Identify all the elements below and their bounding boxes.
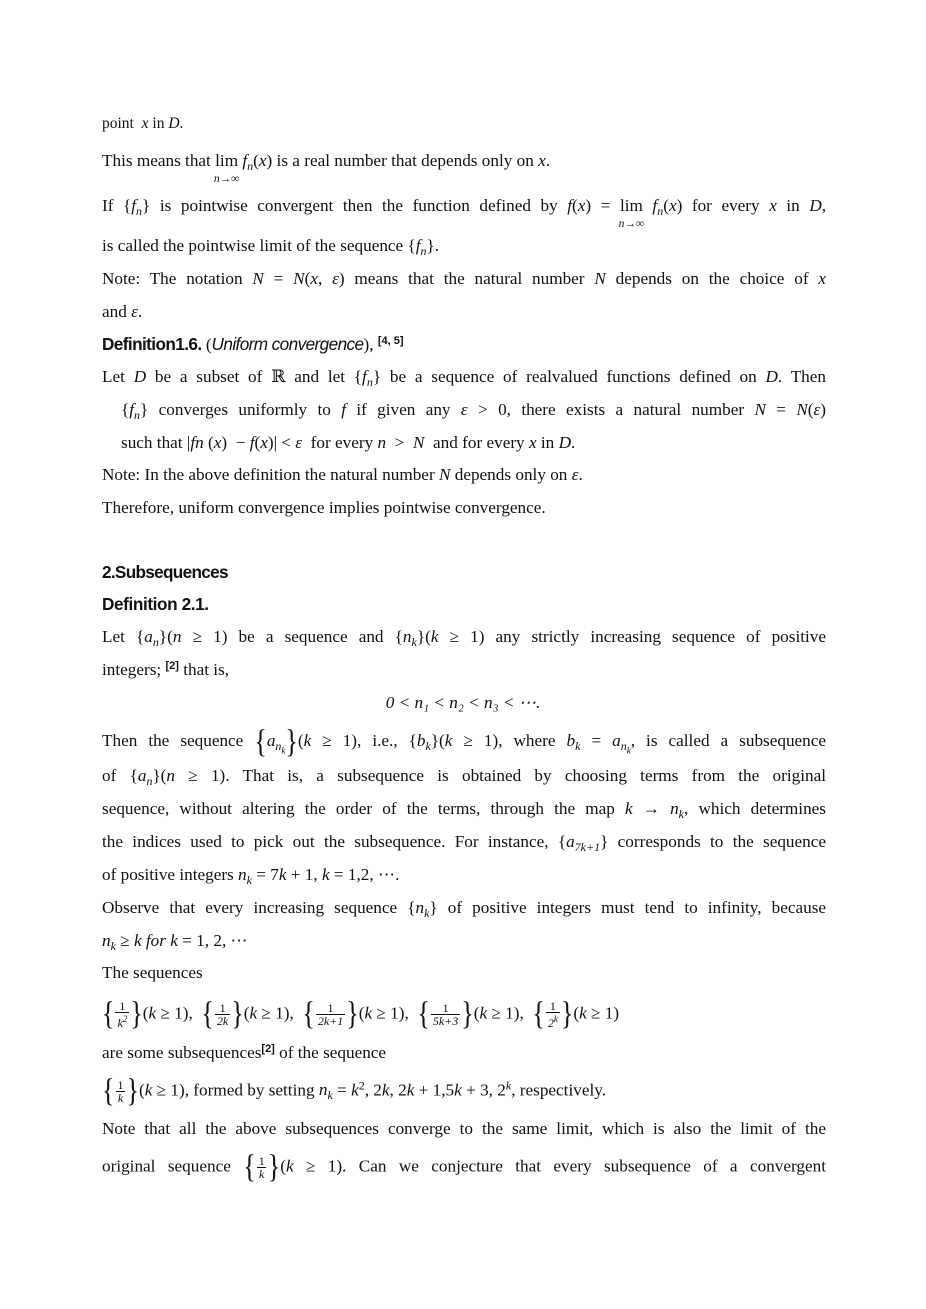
definition-2-1-heading: Definition 2.1.: [102, 594, 209, 614]
text-line-8: Let D be a subset of ℝ and let $\{f_n\}$ be a sequence of realvalued functions defined on D. Then: [102, 367, 827, 389]
text-line-14: integers; [2] that is,: [102, 660, 230, 679]
text-line-6: and ε.: [102, 302, 143, 321]
text-line-9: $\{f_n\}$ converges uniformly to f if given any ε > 0, there exists a natural number N = N(ε): [121, 400, 827, 422]
text-line-11: Note: In the above definition the natural number N depends only on ε.: [102, 465, 583, 484]
text-line-19: the indices used to pick out the subsequence. For instance, $\{a_{7k+1}\}$ corresponds to the sequence: [102, 832, 826, 854]
subsequence-list: { $\frac{1}{k^2}$ }(k ≥ 1), { $\frac{1}{2k}$ }(k ≥ 1), { $\frac{1}{2k+1}$ }(k ≥ 1), { $\frac{1}{5k+3}$ }(k ≥ 1), { $\frac{1}{2^k}$ }(k ≥ 1): [102, 995, 620, 1032]
text-line-25: are some subsequences[2] of the sequence: [102, 1043, 387, 1062]
text-line-5: Note: The notation N = N(x, ε) means that the natural number N depends on the choice of x: [102, 269, 826, 288]
text-line-26: { $\frac{1}{k}$ }(k ≥ 1), formed by setting $n_k = k^2$, 2k, 2k + 1,5k + 3, 2$^k$, respectively.: [102, 1072, 606, 1109]
text-line-27: Note that all the above subsequences converge to the same limit, which is also the limit of the: [102, 1119, 826, 1138]
text-line-20: of positive integers $n_k = 7k + 1$, k = 1,2, ⋯.: [102, 865, 400, 887]
text-line-28: original sequence { $\frac{1}{k}$ }(k ≥ 1). Can we conjecture that every subsequence of a convergent: [102, 1148, 826, 1185]
text-line-18: sequence, without altering the order of the terms, through the map $k \to n_k$, which determines: [102, 799, 826, 821]
section-2-heading: 2.Subsequences: [102, 562, 228, 582]
increasing-indices-formula: 0 < n₁ < n₂ < n₃ < ⋯.: [385, 693, 541, 712]
text-line-2: This means that lim n→∞ $f_n(x)$ is a real number that depends only on x.: [102, 151, 551, 185]
text-line-22: $n_k \ge k$ for k = 1, 2, ⋯: [102, 931, 248, 953]
text-line-1: point x in D.: [102, 115, 184, 132]
text-line-13: Let $\{a_n\}(n \ge 1)$ be a sequence and $\{n_k\}(k \ge 1)$ any strictly increasing sequence of positive: [102, 627, 827, 649]
text-line-12: Therefore, uniform convergence implies pointwise convergence.: [102, 498, 546, 517]
text-line-17: of $\{a_n\}(n \ge 1)$. That is, a subsequence is obtained by choosing terms from the original: [102, 766, 826, 788]
text-line-4: is called the pointwise limit of the sequence $\{f_n\}$.: [102, 236, 440, 258]
text-line-16: Then the sequence $\{a_{n_k}\}(k \ge 1)$, i.e., $\{b_k\}(k \ge 1)$, where $b_k = a_{n_k}$, is called a subsequence: [102, 723, 827, 760]
definition-1-6-heading: Definition1.6. (Uniform convergence), [4, 5]: [102, 334, 404, 354]
text-line-21: Observe that every increasing sequence $\{n_k\}$ of positive integers must tend to infinity, because: [102, 898, 827, 920]
text-line-3: If $\{f_n\}$ is pointwise convergent then the function defined by f(x) = lim n→∞ $f_n(x)$ for every x in D,: [102, 196, 827, 230]
text-line-10: such that |fn (x) − f(x)| < ε for every n > N and for every x in D.: [121, 433, 576, 452]
text-line-23: The sequences: [102, 963, 203, 982]
